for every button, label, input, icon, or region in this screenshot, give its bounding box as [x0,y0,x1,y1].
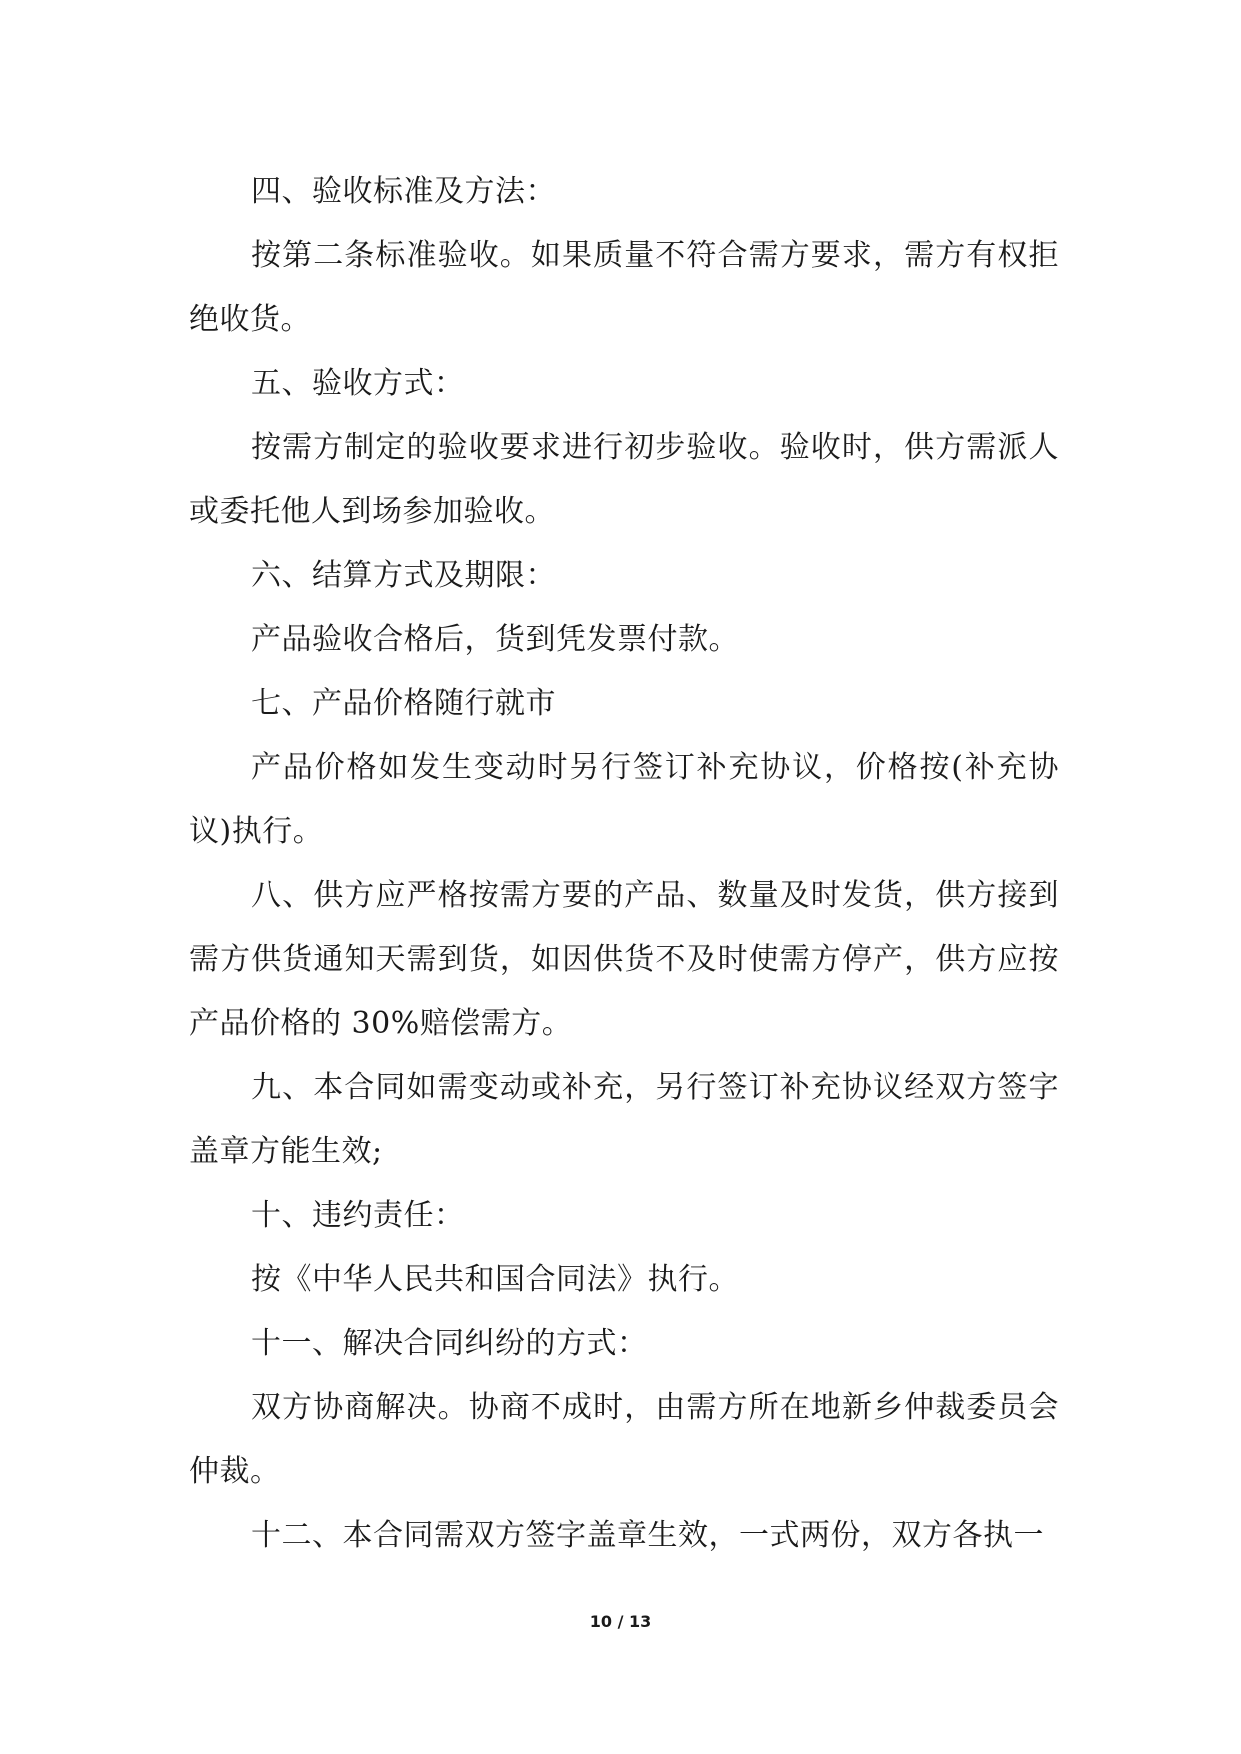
section-heading-11: 十一、解决合同纠纷的方式： [251,1326,648,1361]
page-number: 10 / 13 [589,1612,652,1631]
section-text-7: 产品价格如发生变动时另行签订补充协议，价格按(补充协议)执行。 [189,750,1059,849]
section-heading-7: 七、产品价格随行就市 [251,686,556,721]
section-heading-4: 四、验收标准及方法： [251,174,556,209]
section-text-10: 按《中华人民共和国合同法》执行。 [251,1262,739,1297]
document-body [189,160,1059,1568]
section-8: 八、供方应严格按需方要的产品、数量及时发货，供方接到需方供货通知天需到货，如因供货不及时使需方停产，供方应按产品价格的 30%赔偿需方。 [189,878,1059,1041]
section-text-4: 按第二条标准验收。如果质量不符合需方要求，需方有权拒绝收货。 [189,238,1059,337]
section-heading-6: 六、结算方式及期限： [251,558,556,593]
section-heading-10: 十、违约责任： [251,1198,465,1233]
section-text-11: 双方协商解决。协商不成时，由需方所在地新乡仲裁委员会仲裁。 [189,1390,1059,1489]
section-heading-5: 五、验收方式： [251,366,465,401]
section-text-5: 按需方制定的验收要求进行初步验收。验收时，供方需派人或委托他人到场参加验收。 [189,430,1059,529]
section-text-6: 产品验收合格后，货到凭发票付款。 [251,622,739,657]
section-12: 十二、本合同需双方签字盖章生效，一式两份，双方各执一 [251,1518,1044,1553]
section-9: 九、本合同如需变动或补充，另行签订补充协议经双方签字盖章方能生效; [189,1070,1059,1169]
